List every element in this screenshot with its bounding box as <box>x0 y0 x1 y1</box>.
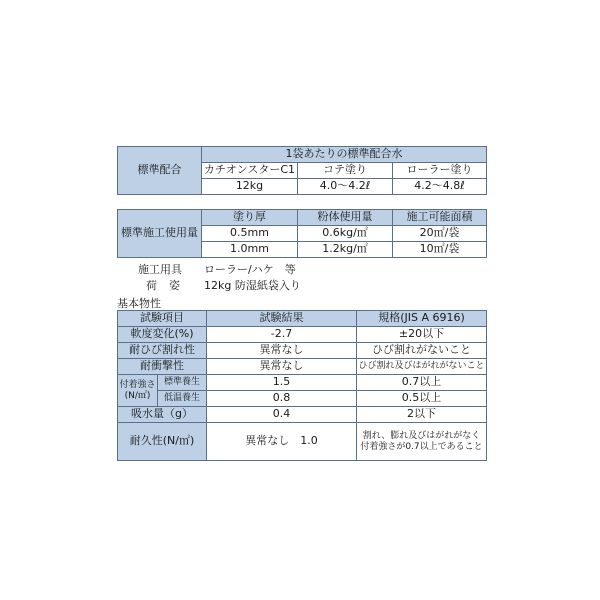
standard-softening: ±20以下 <box>357 327 487 343</box>
usage-table <box>117 209 487 258</box>
item-adhesion-standard: 標準養生 <box>158 375 207 391</box>
standard-impact: ひび割れ及びはがれがないこと <box>357 359 487 375</box>
result-adhesion-standard: 1.5 <box>207 375 357 391</box>
packaging-value: 12kg 防湿紙袋入り <box>204 279 301 292</box>
tools-label: 施工用具 <box>138 263 182 276</box>
usage-cell: 20㎡/袋 <box>393 226 487 242</box>
result-water: 0.4 <box>207 407 357 423</box>
item-water: 吸水量（g） <box>118 407 207 423</box>
usage-col-area: 施工可能面積 <box>393 210 487 226</box>
result-softening: -2.7 <box>207 327 357 343</box>
mix-col-product: カチオンスターC1 <box>202 163 298 179</box>
mix-value-weight: 12kg <box>202 179 298 195</box>
standard-durability <box>357 423 487 461</box>
item-adhesion-low: 低温養生 <box>158 391 207 407</box>
adhesion-label: 付着強さ <box>119 380 156 391</box>
mix-row-label: 標準配合 <box>118 147 202 195</box>
standard-water: 2以下 <box>357 407 487 423</box>
standard-crack: ひび割れがないこと <box>357 343 487 359</box>
properties-table <box>117 310 487 461</box>
usage-col-thickness: 塗り厚 <box>202 210 298 226</box>
basic-properties-title: 基本物性 <box>117 297 161 310</box>
standard-durability-line2: 付着強さが0.7以上であること <box>360 441 483 452</box>
packaging-row <box>138 277 301 293</box>
mix-value-roller: 4.2〜4.8ℓ <box>393 179 487 195</box>
mix-table <box>117 146 487 195</box>
mix-header: 1袋あたりの標準配合水 <box>202 147 487 163</box>
result-impact: 異常なし <box>207 359 357 375</box>
result-adhesion-low: 0.8 <box>207 391 357 407</box>
header-result: 試験結果 <box>207 311 357 327</box>
usage-cell: 1.2kg/㎡ <box>298 242 393 258</box>
result-durability: 異常なし 1.0 <box>207 423 357 461</box>
usage-cell: 10㎡/袋 <box>393 242 487 258</box>
mix-col-roller: ローラー塗り <box>393 163 487 179</box>
usage-cell: 0.6kg/㎡ <box>298 226 393 242</box>
usage-col-powder: 粉体使用量 <box>298 210 393 226</box>
adhesion-unit: (N/㎡) <box>124 390 151 401</box>
tools-value: ローラー/ハケ 等 <box>204 263 296 276</box>
item-adhesion <box>118 375 158 407</box>
result-crack: 異常なし <box>207 343 357 359</box>
mix-value-trowel: 4.0〜4.2ℓ <box>298 179 393 195</box>
item-durability: 耐久性(N/㎡) <box>118 423 207 461</box>
usage-cell: 0.5mm <box>202 226 298 242</box>
tools-row <box>138 261 296 277</box>
item-softening: 軟度変化(%) <box>118 327 207 343</box>
standard-adhesion-standard: 0.7以上 <box>357 375 487 391</box>
item-crack: 耐ひび割れ性 <box>118 343 207 359</box>
mix-col-trowel: コテ塗り <box>298 163 393 179</box>
packaging-label: 荷姿 <box>146 279 192 292</box>
header-test-item: 試験項目 <box>118 311 207 327</box>
item-impact: 耐衝撃性 <box>118 359 207 375</box>
usage-row-label: 標準施工使用量 <box>118 210 202 258</box>
usage-cell: 1.0mm <box>202 242 298 258</box>
standard-adhesion-low: 0.5以上 <box>357 391 487 407</box>
header-standard: 規格(JIS A 6916) <box>357 311 487 327</box>
standard-durability-line1: 割れ、膨れ及びはがれがなく <box>362 431 481 442</box>
